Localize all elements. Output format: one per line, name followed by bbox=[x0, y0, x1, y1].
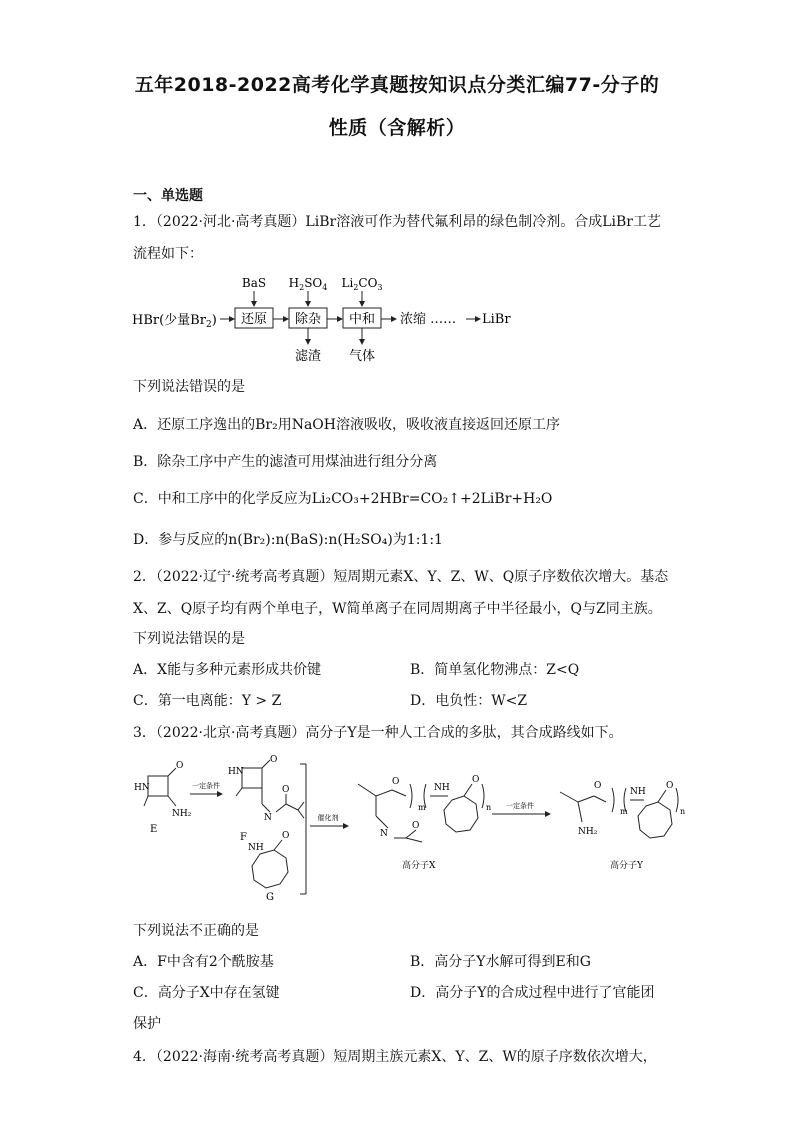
svg-text:N: N bbox=[264, 813, 272, 823]
flow-tail: 浓缩 …… bbox=[400, 312, 457, 327]
molecule-f bbox=[236, 760, 304, 818]
svg-text:m: m bbox=[620, 807, 628, 816]
flow-step-reduce: 还原 bbox=[240, 312, 268, 327]
flow-reagent-bas: BaS bbox=[241, 276, 267, 290]
q3-stem-line1: 3．（2022·北京·高考真题）高分子Y是一种人工合成的多肽，其合成路线如下。 bbox=[133, 725, 623, 741]
svg-text:NH: NH bbox=[434, 783, 450, 793]
document-title-line2: 性质（含解析） bbox=[328, 117, 466, 139]
svg-text:NH: NH bbox=[630, 787, 646, 797]
q2-option-b[interactable]: B．简单氢化物沸点：Z<Q bbox=[410, 662, 580, 678]
flow-reagent-h2so4: $H_2SO_4$ bbox=[288, 276, 328, 292]
svg-text:n: n bbox=[680, 807, 686, 816]
q1-stem-line1: 1．（2022·河北·高考真题）LiBr溶液可作为替代氟利昂的绿色制冷剂。合成LiBr工艺 bbox=[133, 214, 661, 230]
q3-option-d[interactable]: D．高分子Y的合成过程中进行了官能团 bbox=[410, 985, 655, 1001]
q3-synthesis-scheme bbox=[130, 754, 690, 904]
q2-stem-line1: 2．（2022·辽宁·统考高考真题）短周期元素X、Y、Z、W、Q原子序数依次增大。基态 bbox=[133, 569, 669, 585]
flow-input-label: HBr(少量$Br_2$) bbox=[132, 313, 217, 330]
polymer-x bbox=[358, 784, 484, 842]
svg-text:NH: NH bbox=[248, 843, 264, 853]
svg-text:HN: HN bbox=[228, 767, 244, 777]
section-heading: 一、单选题 bbox=[133, 188, 203, 204]
svg-text:O: O bbox=[472, 775, 480, 785]
svg-text:NH₂: NH₂ bbox=[578, 827, 598, 837]
q1-option-b[interactable]: B．除杂工序中产生的滤渣可用煤油进行组分分离 bbox=[133, 454, 438, 470]
svg-text:一定条件: 一定条件 bbox=[192, 782, 220, 790]
q3-ask: 下列说法不正确的是 bbox=[133, 923, 259, 939]
flow-step-neutralize: 中和 bbox=[348, 312, 376, 327]
svg-text:催化剂: 催化剂 bbox=[317, 814, 339, 822]
label-g: G bbox=[266, 892, 274, 903]
svg-text:O: O bbox=[666, 781, 674, 791]
label-f: F bbox=[240, 832, 247, 843]
flow-residue: 滤渣 bbox=[294, 349, 322, 364]
q1-option-a[interactable]: A．还原工序逸出的Br₂用NaOH溶液吸收，吸收液直接返回还原工序 bbox=[133, 417, 560, 433]
q1-option-c[interactable]: C．中和工序中的化学反应为Li₂CO₃+2HBr=CO₂↑+2LiBr+H₂O bbox=[133, 491, 553, 507]
svg-text:O: O bbox=[270, 755, 278, 765]
svg-text:m: m bbox=[418, 803, 426, 812]
q2-stem-line2: X、Z、Q原子均有两个单电子，W简单离子在同周期离子中半径最小，Q与Z同主族。 bbox=[133, 601, 662, 617]
document-title-line1: 五年2018-2022高考化学真题按知识点分类汇编77-分子的 bbox=[134, 74, 660, 96]
q1-option-d[interactable]: D．参与反应的n(Br₂):n(BaS):n(H₂SO₄)为1:1:1 bbox=[133, 532, 443, 548]
svg-text:O: O bbox=[282, 831, 290, 841]
svg-text:n: n bbox=[486, 803, 492, 812]
svg-text:O: O bbox=[282, 785, 290, 795]
label-polymer-y: 高分子Y bbox=[610, 861, 643, 871]
q3-option-a[interactable]: A．F中含有2个酰胺基 bbox=[133, 954, 274, 970]
q2-option-c[interactable]: C．第一电离能：Y > Z bbox=[133, 693, 282, 709]
svg-text:O: O bbox=[392, 777, 400, 787]
q1-stem-line2: 流程如下： bbox=[133, 246, 203, 262]
flow-gas: 气体 bbox=[348, 349, 376, 364]
label-polymer-x: 高分子X bbox=[402, 861, 436, 871]
svg-text:HN: HN bbox=[134, 783, 150, 793]
q2-option-a[interactable]: A．X能与多种元素形成共价键 bbox=[133, 662, 322, 678]
q3-option-c[interactable]: C．高分子X中存在氢键 bbox=[133, 985, 280, 1001]
q3-option-b[interactable]: B．高分子Y水解可得到E和G bbox=[410, 954, 591, 970]
q2-ask: 下列说法错误的是 bbox=[133, 631, 245, 647]
q4-stem-line1: 4．（2022·海南·统考高考真题）短周期主族元素X、Y、Z、W的原子序数依次增大， bbox=[133, 1049, 657, 1065]
label-e: E bbox=[150, 824, 158, 835]
svg-text:O: O bbox=[594, 781, 602, 791]
flow-reagent-li2co3: $Li_2CO_3$ bbox=[341, 276, 383, 292]
svg-text:N: N bbox=[380, 829, 388, 839]
q3-option-d-continued: 保护 bbox=[133, 1016, 161, 1032]
q1-flow-diagram bbox=[130, 272, 550, 368]
flow-product: LiBr bbox=[482, 312, 511, 327]
flow-step-purify: 除杂 bbox=[294, 312, 322, 327]
svg-text:O: O bbox=[412, 821, 420, 831]
q1-ask: 下列说法错误的是 bbox=[133, 379, 245, 395]
svg-text:一定条件: 一定条件 bbox=[506, 802, 534, 810]
q2-option-d[interactable]: D．电负性：W<Z bbox=[410, 693, 528, 709]
svg-text:O: O bbox=[176, 761, 184, 771]
svg-text:NH₂: NH₂ bbox=[172, 809, 192, 819]
